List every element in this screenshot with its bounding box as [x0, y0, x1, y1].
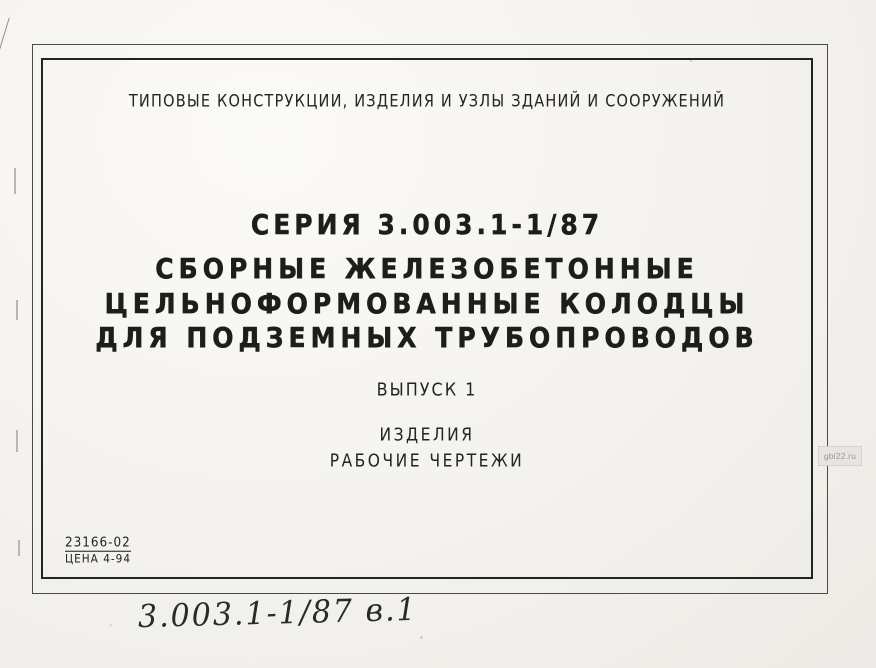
stamp-code: 23166-02	[65, 534, 131, 552]
publisher-stamp	[65, 531, 131, 565]
binding-mark-3	[16, 430, 18, 452]
scan-speckle	[420, 636, 423, 639]
cover-border	[41, 58, 813, 579]
issue-number: ВЫПУСК 1	[376, 378, 478, 401]
series-number: СЕРИЯ 3.003.1-1/87	[250, 208, 604, 241]
subtitle-products: ИЗДЕЛИЯ	[379, 424, 475, 446]
document-category-heading: ТИПОВЫЕ КОНСТРУКЦИИ, ИЗДЕЛИЯ И УЗЛЫ ЗДАНИЙ И СООРУЖЕНИЙ	[128, 92, 726, 112]
binding-mark-2	[16, 300, 18, 320]
stamp-price: ЦЕНА 4-94	[65, 552, 132, 566]
scan-speckle	[110, 624, 112, 626]
binding-mark-4	[18, 540, 20, 556]
title-line-2: ЦЕЛЬНОФОРМОВАННЫЕ КОЛОДЦЫ	[104, 286, 750, 320]
page-corner-fold	[0, 18, 36, 62]
title-line-1: СБОРНЫЕ ЖЕЛЕЗОБЕТОННЫЕ	[155, 252, 699, 285]
document-title	[43, 252, 811, 356]
handwritten-index: 3.003.1-1/87 в.1	[137, 591, 419, 636]
subtitle-working-drawings: РАБОЧИЕ ЧЕРТЕЖИ	[329, 450, 525, 472]
binding-mark-1	[14, 168, 16, 194]
title-line-3: ДЛЯ ПОДЗЕМНЫХ ТРУБОПРОВОДОВ	[95, 321, 759, 354]
watermark-label: gbi22.ru	[818, 446, 862, 466]
